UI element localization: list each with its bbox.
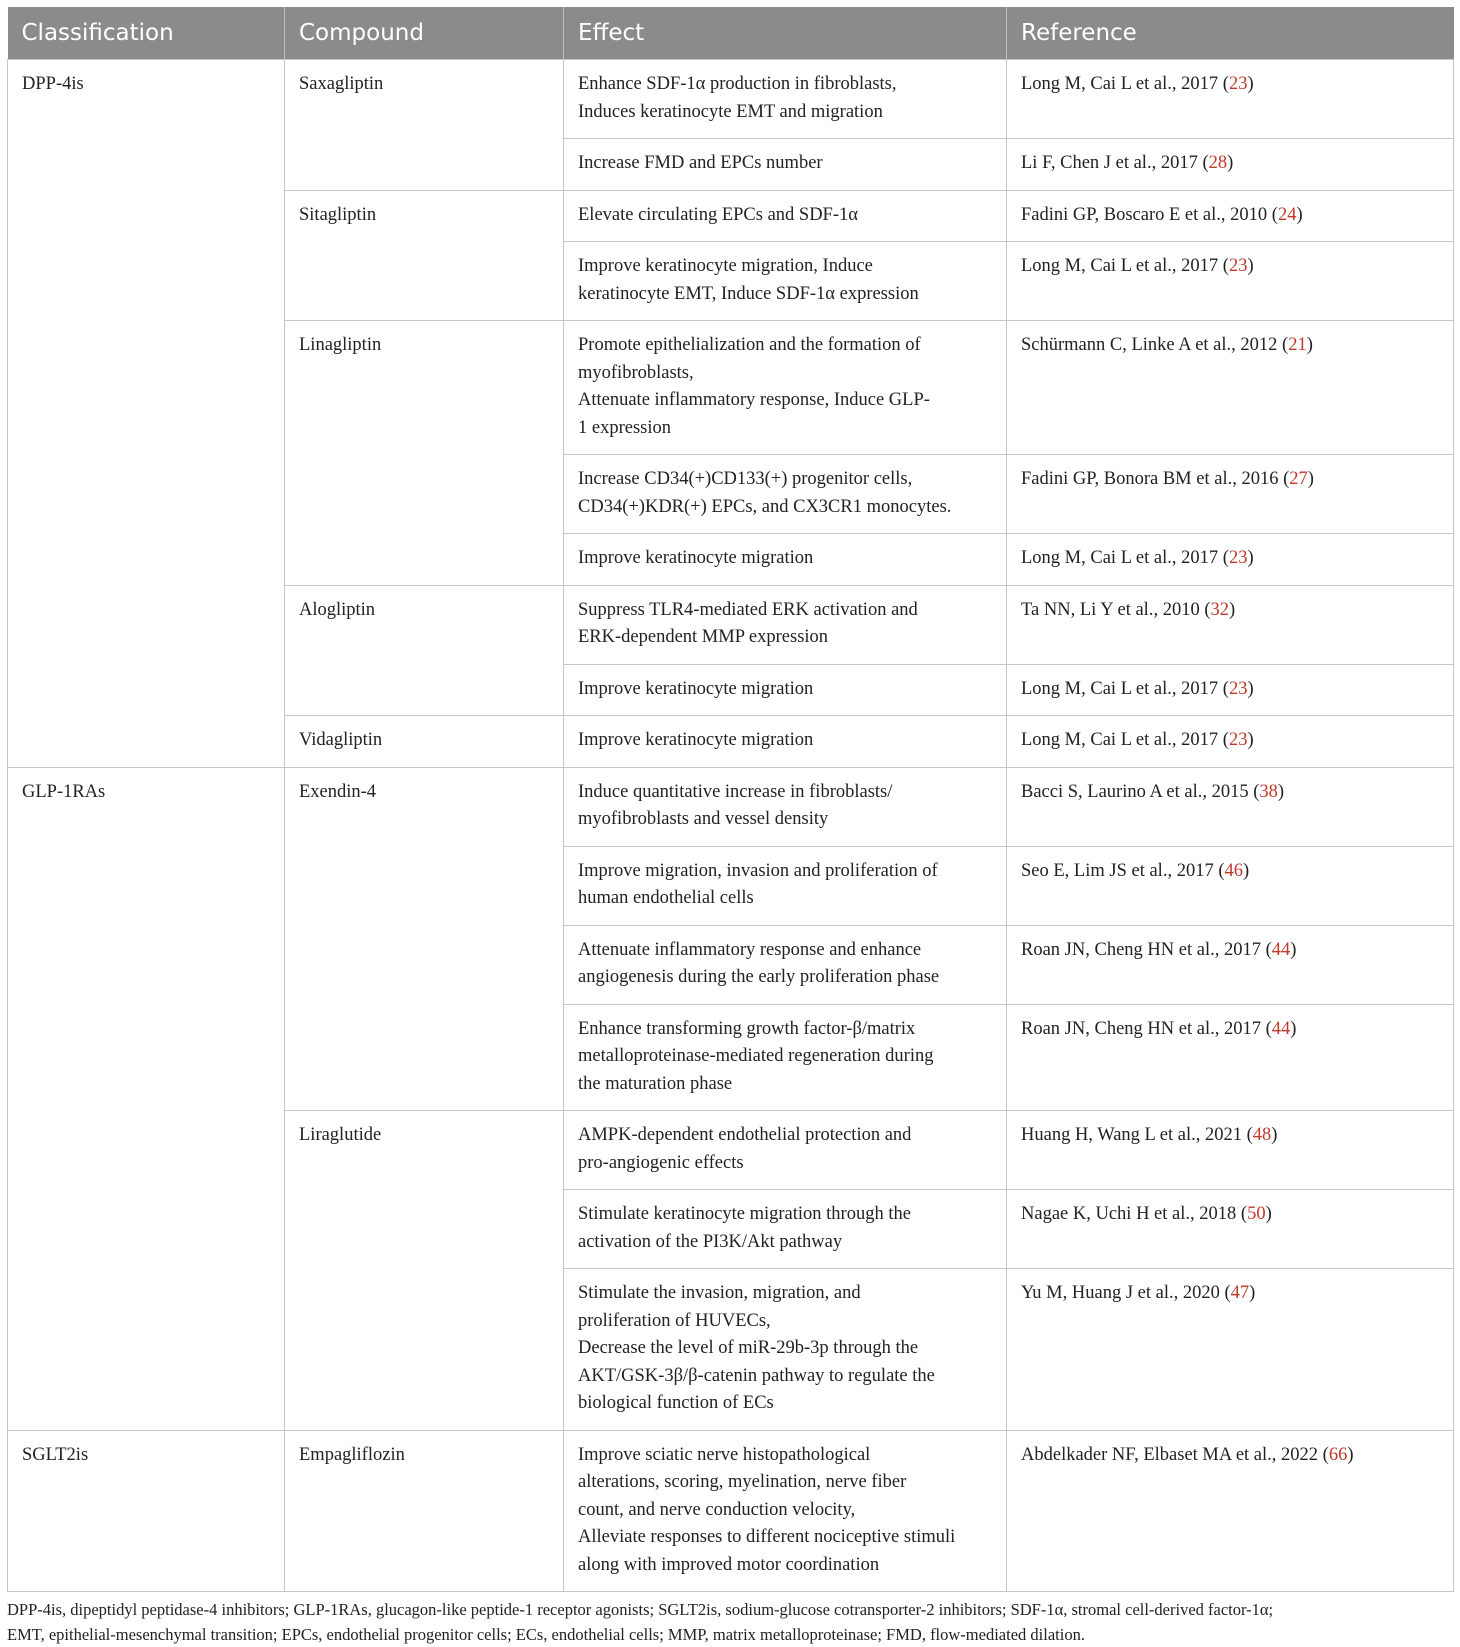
effect-line: Improve keratinocyte migration — [578, 676, 992, 704]
footnote-line: EMT, epithelial-mesenchymal transition; EPCs, endothelial progenitor cells; ECs, endothelial cells; MMP, matrix metalloproteinase; FMD, flow-mediated dilation. — [7, 1623, 1453, 1647]
effect-line: the maturation phase — [578, 1071, 992, 1099]
classification-cell: SGLT2is — [8, 1430, 285, 1592]
reference-text: Huang H, Wang L et al., 2021 — [1021, 1125, 1242, 1145]
effect-line: pro-angiogenic effects — [578, 1150, 992, 1178]
reference-text: Roan JN, Cheng HN et al., 2017 — [1021, 1019, 1261, 1039]
footnote-line: DPP-4is, dipeptidyl peptidase-4 inhibitors; GLP-1RAs, glucagon-like peptide-1 receptor agonists; SGLT2is, sodium-glucose cotransporter-2 inhibitors; SDF-1α, stromal cell-derived factor-1α; — [7, 1598, 1453, 1623]
effect-line: biological function of ECs — [578, 1390, 992, 1418]
data-table — [7, 7, 1454, 1592]
reference-number: 38 — [1259, 782, 1278, 802]
reference-cell: Roan JN, Cheng HN et al., 2017 (44) — [1007, 925, 1454, 1004]
reference-cell: Fadini GP, Bonora BM et al., 2016 (27) — [1007, 455, 1454, 534]
compound-cell: Saxagliptin — [285, 60, 564, 191]
effect-line: AMPK-dependent endothelial protection and — [578, 1122, 992, 1150]
reference-number: 47 — [1231, 1283, 1250, 1303]
reference-number: 23 — [1229, 679, 1248, 699]
effect-cell — [564, 242, 1007, 321]
effect-line: Enhance SDF-1α production in fibroblasts, — [578, 71, 992, 99]
compound-cell: Empagliflozin — [285, 1430, 564, 1592]
reference-cell: Long M, Cai L et al., 2017 (23) — [1007, 60, 1454, 139]
effect-cell — [564, 60, 1007, 139]
reference-text: Long M, Cai L et al., 2017 — [1021, 730, 1218, 750]
reference-text: Abdelkader NF, Elbaset MA et al., 2022 — [1021, 1445, 1318, 1465]
effect-cell — [564, 716, 1007, 768]
reference-cell: Abdelkader NF, Elbaset MA et al., 2022 (66) — [1007, 1430, 1454, 1592]
effect-line: Increase FMD and EPCs number — [578, 150, 992, 178]
reference-number: 44 — [1272, 1019, 1291, 1039]
effect-line: count, and nerve conduction velocity, — [578, 1497, 992, 1525]
reference-number: 23 — [1229, 74, 1248, 94]
effect-line: human endothelial cells — [578, 885, 992, 913]
reference-number: 28 — [1209, 153, 1228, 173]
effect-cell — [564, 846, 1007, 925]
header-row — [8, 7, 1454, 60]
reference-cell: Li F, Chen J et al., 2017 (28) — [1007, 139, 1454, 191]
reference-number: 66 — [1329, 1445, 1348, 1465]
effect-line: Induce quantitative increase in fibroblasts/ — [578, 779, 992, 807]
reference-text: Yu M, Huang J et al., 2020 — [1021, 1283, 1220, 1303]
reference-text: Fadini GP, Bonora BM et al., 2016 — [1021, 469, 1278, 489]
reference-text: Long M, Cai L et al., 2017 — [1021, 679, 1218, 699]
table-row — [8, 1430, 1454, 1592]
header-effect: Effect — [564, 7, 1007, 60]
reference-number: 23 — [1229, 548, 1248, 568]
effect-line: Suppress TLR4-mediated ERK activation and — [578, 597, 992, 625]
table-footnote — [7, 1598, 1453, 1647]
effect-cell — [564, 1190, 1007, 1269]
effect-line: Improve migration, invasion and proliferation of — [578, 858, 992, 886]
reference-text: Schürmann C, Linke A et al., 2012 — [1021, 335, 1277, 355]
reference-cell: Yu M, Huang J et al., 2020 (47) — [1007, 1269, 1454, 1431]
effect-line: Elevate circulating EPCs and SDF-1α — [578, 202, 992, 230]
effect-cell — [564, 585, 1007, 664]
effect-cell — [564, 1269, 1007, 1431]
effect-line: along with improved motor coordination — [578, 1552, 992, 1580]
reference-number: 32 — [1211, 600, 1230, 620]
header-compound: Compound — [285, 7, 564, 60]
reference-text: Bacci S, Laurino A et al., 2015 — [1021, 782, 1249, 802]
effect-cell — [564, 321, 1007, 455]
effect-line: 1 expression — [578, 415, 992, 443]
reference-number: 48 — [1253, 1125, 1272, 1145]
effect-line: Induces keratinocyte EMT and migration — [578, 99, 992, 127]
reference-number: 46 — [1225, 861, 1244, 881]
header-reference: Reference — [1007, 7, 1454, 60]
effect-line: keratinocyte EMT, Induce SDF-1α expression — [578, 281, 992, 309]
table-header — [8, 7, 1454, 60]
reference-number: 27 — [1289, 469, 1308, 489]
effect-cell — [564, 664, 1007, 716]
header-classification: Classification — [8, 7, 285, 60]
effect-line: activation of the PI3K/Akt pathway — [578, 1229, 992, 1257]
reference-number: 24 — [1278, 205, 1297, 225]
effect-cell — [564, 534, 1007, 586]
effect-line: AKT/GSK-3β/β-catenin pathway to regulate the — [578, 1363, 992, 1391]
reference-text: Long M, Cai L et al., 2017 — [1021, 74, 1218, 94]
effect-line: CD34(+)KDR(+) EPCs, and CX3CR1 monocytes. — [578, 494, 992, 522]
effect-line: Attenuate inflammatory response and enhance — [578, 937, 992, 965]
effect-line: Promote epithelialization and the formation of — [578, 332, 992, 360]
compound-cell: Exendin-4 — [285, 767, 564, 1111]
effect-cell — [564, 925, 1007, 1004]
effect-cell — [564, 455, 1007, 534]
reference-number: 21 — [1288, 335, 1307, 355]
table-row — [8, 60, 1454, 139]
effect-line: Alleviate responses to different nociceptive stimuli — [578, 1524, 992, 1552]
compound-cell: Linagliptin — [285, 321, 564, 586]
effect-cell — [564, 1111, 1007, 1190]
compound-cell: Vidagliptin — [285, 716, 564, 768]
effect-cell — [564, 1004, 1007, 1111]
effect-cell — [564, 190, 1007, 242]
reference-number: 50 — [1247, 1204, 1266, 1224]
classification-cell: GLP-1RAs — [8, 767, 285, 1430]
classification-cell: DPP-4is — [8, 60, 285, 768]
reference-cell: Seo E, Lim JS et al., 2017 (46) — [1007, 846, 1454, 925]
reference-text: Seo E, Lim JS et al., 2017 — [1021, 861, 1214, 881]
reference-text: Nagae K, Uchi H et al., 2018 — [1021, 1204, 1236, 1224]
reference-cell: Bacci S, Laurino A et al., 2015 (38) — [1007, 767, 1454, 846]
effect-line: proliferation of HUVECs, — [578, 1308, 992, 1336]
reference-text: Fadini GP, Boscaro E et al., 2010 — [1021, 205, 1267, 225]
effect-line: Decrease the level of miR-29b-3p through the — [578, 1335, 992, 1363]
effect-line: myofibroblasts and vessel density — [578, 806, 992, 834]
table-row — [8, 767, 1454, 846]
compound-cell: Liraglutide — [285, 1111, 564, 1431]
table-container — [7, 7, 1453, 1647]
reference-cell: Long M, Cai L et al., 2017 (23) — [1007, 534, 1454, 586]
reference-number: 23 — [1229, 730, 1248, 750]
effect-cell — [564, 139, 1007, 191]
effect-line: Improve keratinocyte migration, Induce — [578, 253, 992, 281]
effect-cell — [564, 1430, 1007, 1592]
reference-text: Long M, Cai L et al., 2017 — [1021, 256, 1218, 276]
reference-cell: Fadini GP, Boscaro E et al., 2010 (24) — [1007, 190, 1454, 242]
effect-line: Improve sciatic nerve histopathological — [578, 1442, 992, 1470]
reference-cell: Roan JN, Cheng HN et al., 2017 (44) — [1007, 1004, 1454, 1111]
reference-cell: Schürmann C, Linke A et al., 2012 (21) — [1007, 321, 1454, 455]
effect-line: Attenuate inflammatory response, Induce GLP- — [578, 387, 992, 415]
effect-line: alterations, scoring, myelination, nerve fiber — [578, 1469, 992, 1497]
reference-text: Ta NN, Li Y et al., 2010 — [1021, 600, 1200, 620]
reference-number: 23 — [1229, 256, 1248, 276]
reference-cell: Nagae K, Uchi H et al., 2018 (50) — [1007, 1190, 1454, 1269]
reference-cell: Long M, Cai L et al., 2017 (23) — [1007, 716, 1454, 768]
reference-cell: Ta NN, Li Y et al., 2010 (32) — [1007, 585, 1454, 664]
reference-cell: Huang H, Wang L et al., 2021 (48) — [1007, 1111, 1454, 1190]
table-body — [8, 60, 1454, 1592]
reference-cell: Long M, Cai L et al., 2017 (23) — [1007, 242, 1454, 321]
effect-line: Improve keratinocyte migration — [578, 545, 992, 573]
effect-line: angiogenesis during the early proliferation phase — [578, 964, 992, 992]
effect-line: Stimulate the invasion, migration, and — [578, 1280, 992, 1308]
effect-line: Stimulate keratinocyte migration through the — [578, 1201, 992, 1229]
reference-cell: Long M, Cai L et al., 2017 (23) — [1007, 664, 1454, 716]
effect-line: ERK-dependent MMP expression — [578, 624, 992, 652]
effect-line: myofibroblasts, — [578, 360, 992, 388]
effect-cell — [564, 767, 1007, 846]
reference-number: 44 — [1272, 940, 1291, 960]
effect-line: Increase CD34(+)CD133(+) progenitor cells, — [578, 466, 992, 494]
reference-text: Roan JN, Cheng HN et al., 2017 — [1021, 940, 1261, 960]
reference-text: Li F, Chen J et al., 2017 — [1021, 153, 1198, 173]
compound-cell: Sitagliptin — [285, 190, 564, 321]
compound-cell: Alogliptin — [285, 585, 564, 716]
reference-text: Long M, Cai L et al., 2017 — [1021, 548, 1218, 568]
effect-line: metalloproteinase-mediated regeneration during — [578, 1043, 992, 1071]
effect-line: Improve keratinocyte migration — [578, 727, 992, 755]
effect-line: Enhance transforming growth factor-β/matrix — [578, 1016, 992, 1044]
